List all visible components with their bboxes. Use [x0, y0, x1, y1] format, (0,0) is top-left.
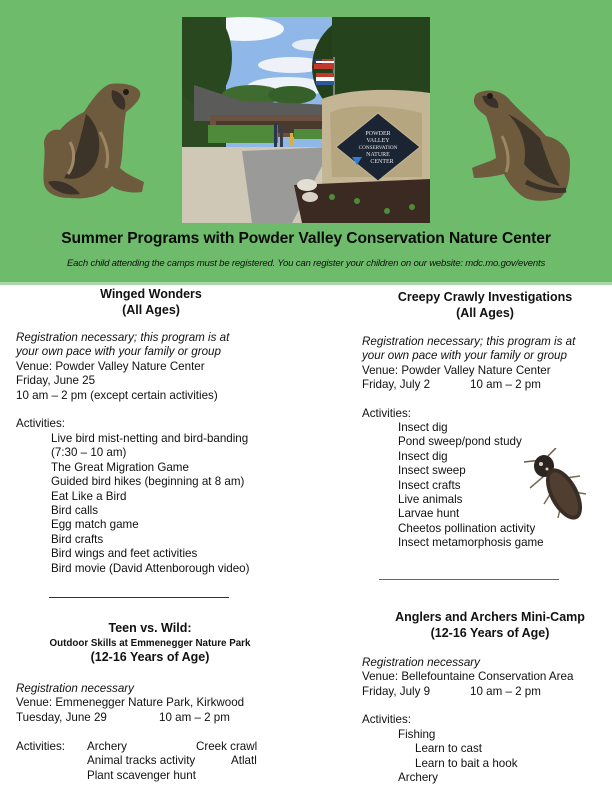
list-item: Egg match game	[51, 518, 139, 532]
venue: Venue: Emmenegger Nature Park, Kirkwood	[16, 696, 245, 710]
registration-line: Registration necessary; this program is at	[362, 335, 576, 348]
list-item: Learn to bait a hook	[415, 757, 518, 770]
section-divider	[379, 579, 559, 580]
section-divider	[49, 597, 229, 598]
page-title: Summer Programs with Powder Valley Conservation Nature Center	[61, 230, 551, 247]
venue: Venue: Powder Valley Nature Center	[362, 363, 551, 377]
registration-line: Registration necessary; this program is at	[16, 331, 230, 344]
program-subtitle: Outdoor Skills at Emmenegger Nature Park	[49, 637, 251, 649]
list-item: Bird wings and feet activities	[51, 547, 198, 561]
program-title: Teen vs. Wild:	[108, 621, 192, 635]
activities-label: Activities:	[16, 417, 65, 430]
registration-note: Each child attending the camps must be registered. You can register your children on our website: mdc.mo.gov/events	[66, 258, 546, 269]
frog-image-left	[40, 82, 146, 202]
program-title: Winged Wonders	[100, 287, 202, 301]
list-item: Insect dig	[398, 421, 448, 434]
registration-line: your own pace with your family or group	[16, 345, 221, 359]
list-item: Larvae hunt	[398, 507, 460, 521]
list-item: Plant scavenger hunt	[87, 769, 196, 782]
list-item: Insect crafts	[398, 478, 461, 492]
list-item: Bird calls	[51, 504, 99, 518]
list-item: Atlatl	[231, 754, 257, 767]
program-title: Creepy Crawly Investigations	[397, 290, 573, 304]
list-item: Learn to cast	[415, 742, 483, 755]
sign-line-3: CONSERVATION	[358, 145, 398, 151]
nature-center-photo	[182, 17, 430, 223]
program-ages: (All Ages)	[122, 302, 180, 317]
list-item: Bird crafts	[51, 532, 104, 546]
date: Tuesday, June 29	[16, 711, 107, 724]
program-title: Anglers and Archers Mini-Camp	[395, 610, 585, 624]
program-ages: (12-16 Years of Age)	[430, 625, 550, 640]
list-item: Cheetos pollination activity	[398, 521, 536, 535]
list-item: Guided bird hikes (beginning at 8 am)	[51, 475, 245, 489]
list-item: Insect sweep	[398, 464, 466, 478]
frog-image-right	[466, 86, 574, 204]
registration-line: Registration necessary	[16, 682, 134, 695]
list-item: Archery	[398, 771, 438, 784]
teen-vs-wild-header	[10, 621, 290, 665]
registration-line: your own pace with your family or group	[362, 349, 567, 363]
date: Friday, July 2	[362, 378, 431, 391]
venue: Venue: Bellefountaine Conservation Area	[362, 670, 574, 684]
venue: Venue: Powder Valley Nature Center	[16, 359, 205, 373]
activities-label: Activities:	[362, 407, 411, 420]
banner-divider	[0, 282, 612, 285]
anglers-archers-header	[360, 610, 612, 641]
date: Friday, July 9	[362, 685, 431, 698]
list-item: Animal tracks activity	[87, 754, 196, 767]
list-item: Live animals	[398, 493, 463, 507]
teen-vs-wild-details	[16, 682, 244, 711]
winged-wonders-details	[16, 331, 229, 403]
program-ages: (12-16 Years of Age)	[90, 649, 210, 664]
list-item: Pond sweep/pond study	[398, 435, 522, 449]
sign-line-4: NATURE	[366, 152, 390, 158]
list-item: Fishing	[398, 728, 436, 741]
list-item: Archery	[87, 740, 127, 753]
list-item: Insect metamorphosis game	[398, 536, 544, 550]
list-item: Eat Like a Bird	[51, 489, 127, 503]
time: 10 am – 2 pm (except certain activities)	[16, 388, 218, 402]
activities-label: Activities:	[16, 740, 65, 753]
list-item: Bird movie (David Attenborough video)	[51, 561, 250, 575]
winged-wonders-header	[28, 287, 274, 318]
time: 10 am – 2 pm	[470, 378, 541, 391]
sign-line-5: CENTER	[370, 159, 394, 165]
sign-line-2: VALLEY	[366, 138, 390, 144]
program-ages: (All Ages)	[456, 305, 514, 320]
list-item: Insect dig	[398, 449, 448, 463]
list-item: Live bird mist-netting and bird-banding	[51, 432, 249, 445]
date: Friday, June 25	[16, 374, 96, 388]
list-item: The Great Migration Game	[51, 460, 189, 474]
list-item: Creek crawl	[196, 740, 258, 753]
registration-line: Registration necessary	[362, 656, 480, 669]
time: 10 am – 2 pm	[470, 685, 541, 698]
creepy-crawly-header	[360, 290, 610, 321]
winged-activities-list	[51, 432, 250, 576]
beetle-image	[522, 448, 592, 524]
list-item: (7:30 – 10 am)	[51, 446, 127, 460]
creepy-crawly-details	[362, 335, 575, 378]
time: 10 am – 2 pm	[159, 711, 230, 724]
sign-line-1: POWDER	[365, 131, 391, 137]
anglers-archers-details	[362, 656, 573, 685]
activities-label: Activities:	[362, 713, 411, 726]
